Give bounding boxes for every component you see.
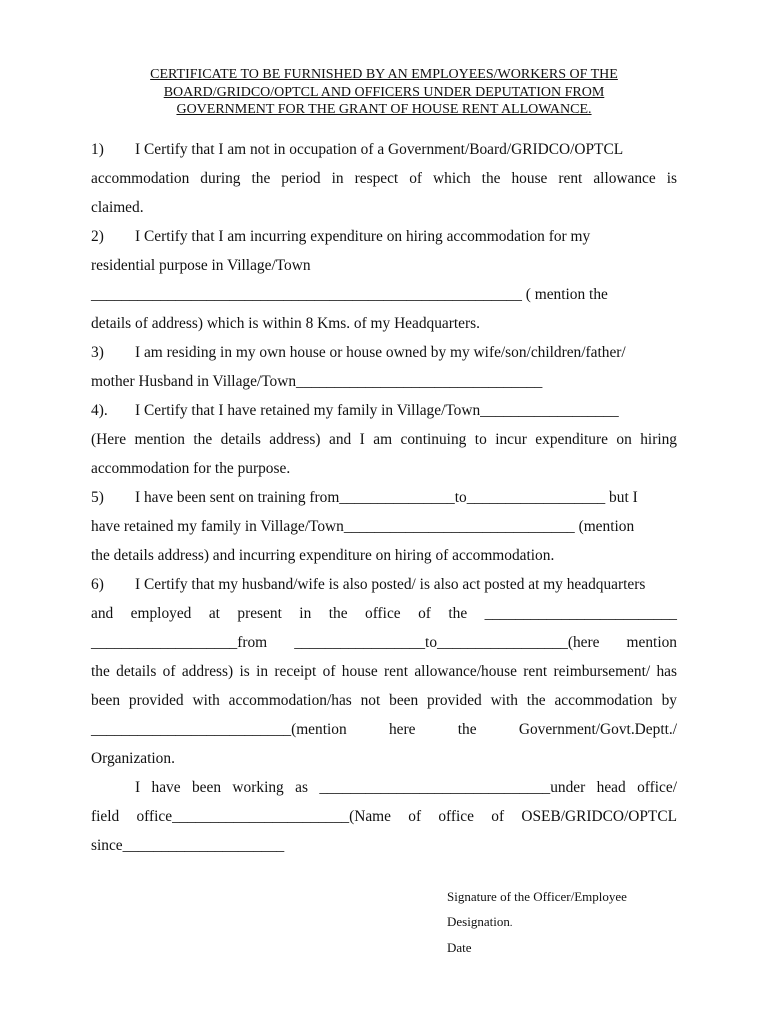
date-label: Date: [447, 940, 472, 955]
title-line-1: CERTIFICATE TO BE FURNISHED BY AN EMPLOYEES/WORKERS OF THE: [150, 67, 618, 82]
item-1-line-3: claimed.: [91, 199, 144, 216]
item-6-line-3: ___________________from _________________to_________________(here mention: [91, 634, 677, 651]
item-5-text-1: I have been sent on training from_______________to__________________ but I: [135, 489, 638, 506]
item-6-line-7: Organization.: [91, 750, 175, 767]
working-text-1: I have been working as ______________________________under head office/: [135, 779, 677, 796]
certificate-title: [120, 66, 648, 119]
item-1-number: 1): [91, 141, 104, 158]
designation-line: [447, 910, 627, 937]
item-1-text-1: I Certify that I am not in occupation of a Government/Board/GRIDCO/OPTCL: [135, 141, 624, 158]
item-6-line-5: been provided with accommodation/has not been provided with the accommodation by: [91, 692, 677, 709]
item-6-text-1: I Certify that my husband/wife is also posted/ is also act posted at my headquarters: [135, 576, 646, 593]
item-3-line-1: [91, 338, 677, 367]
title-line-2: BOARD/GRIDCO/OPTCL AND OFFICERS UNDER DEPUTATION FROM: [163, 84, 605, 100]
item-4-line-2: (Here mention the details address) and I am continuing to incur expenditure on hiring: [91, 431, 677, 448]
item-6-line-2: and employed at present in the office of the _________________________: [91, 605, 677, 622]
working-line-2: field office_______________________(Name of office of OSEB/GRIDCO/OPTCL: [91, 808, 677, 825]
item-2-line-2: residential purpose in Village/Town: [91, 257, 311, 274]
item-2-line-1: [91, 222, 677, 251]
item-4-line-1: [91, 396, 677, 425]
item-4-number: 4).: [91, 402, 108, 419]
item-5-line-2: have retained my family in Village/Town______________________________ (mention: [91, 518, 635, 535]
item-2-number: 2): [91, 228, 104, 245]
item-4-line-3: accommodation for the purpose.: [91, 460, 291, 477]
designation-dot: .: [509, 917, 513, 929]
item-2-line-4: details of address) which is within 8 Kms. of my Headquarters.: [91, 315, 480, 332]
signature-label: Signature of the Officer/Employee: [447, 889, 627, 904]
signature-block: [447, 885, 627, 961]
title-line-3: GOVERNMENT FOR THE GRANT OF HOUSE RENT ALLOWANCE.: [176, 102, 592, 117]
item-3-number: 3): [91, 344, 104, 361]
item-3-line-2: mother Husband in Village/Town________________________________: [91, 373, 543, 390]
working-line-3: since_____________________: [91, 837, 285, 854]
certificate-body: [91, 135, 677, 860]
item-5-line-3: the details address) and incurring expenditure on hiring of accommodation.: [91, 547, 555, 564]
designation-label: Designation: [447, 913, 510, 929]
item-6-line-1: [91, 570, 677, 599]
item-1-line-1: [91, 135, 677, 164]
item-5-line-1: [91, 483, 677, 512]
item-5-number: 5): [91, 489, 104, 506]
item-6-line-4: the details of address) is in receipt of house rent allowance/house rent reimbursement/ has: [91, 663, 677, 680]
item-4-text-1: I Certify that I have retained my family in Village/Town__________________: [135, 402, 619, 419]
item-6-number: 6): [91, 576, 104, 593]
working-line-1: [91, 773, 677, 802]
item-3-text-1: I am residing in my own house or house owned by my wife/son/children/father/: [135, 344, 626, 361]
item-6-line-6: __________________________(mention here the Government/Govt.Deptt./: [91, 721, 677, 738]
item-2-line-3: ________________________________________________________ ( mention the: [91, 286, 608, 303]
item-2-text-1: I Certify that I am incurring expenditure on hiring accommodation for my: [135, 228, 591, 245]
item-1-line-2: accommodation during the period in respect of which the house rent allowance is: [91, 170, 677, 187]
